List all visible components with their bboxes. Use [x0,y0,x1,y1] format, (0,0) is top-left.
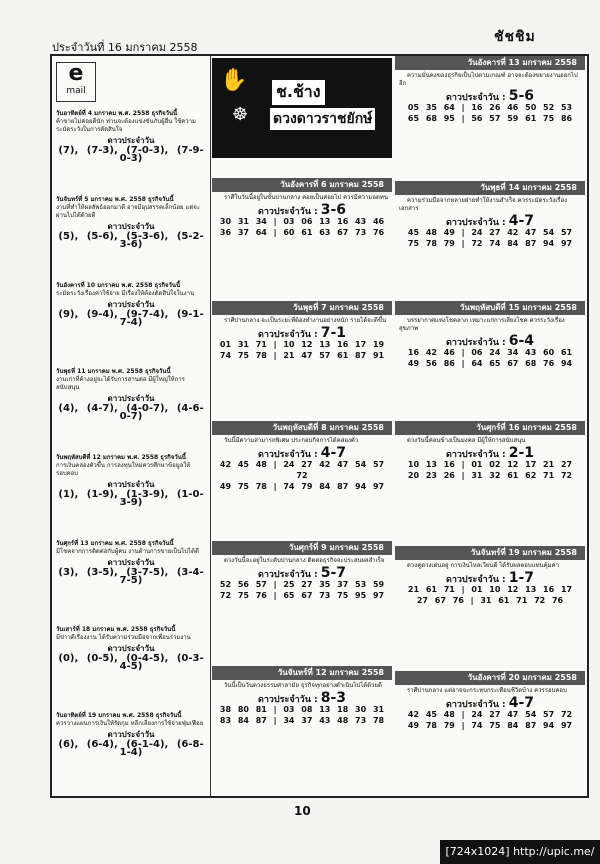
forecast-number-row: 27 67 76 | 31 61 71 72 76 [416,596,564,605]
left-entry-head: วันอังคารที่ 10 มกราคม พ.ศ. 2558 ธุรกิจวันนี้ [56,282,181,289]
left-entry-label: ดาวประจำวัน [107,136,155,145]
left-entry-label: ดาวประจำวัน [107,480,155,489]
forecast-label-text: ดาวประจำวัน : [445,338,509,348]
forecast-key-number: 8-3 [320,690,347,706]
left-entry [56,626,206,671]
forecast-number-row: 74 75 78 | 21 47 57 61 87 91 [219,351,385,360]
left-entry [56,540,206,585]
forecast-number-row: 20 23 26 | 31 32 61 62 71 72 [407,471,573,480]
forecast-text: วันนี้มีความสามารถพิเศษ ประกอบกิจการได้คล่องตัว [224,437,359,444]
magazine-logo: ชัชชิม [494,29,536,45]
left-entry-head: วันพฤหัสบดีที่ 12 มกราคม พ.ศ. 2558 ธุรกิจวันนี้ [56,454,186,461]
left-entry-label: ดาวประจำวัน [107,644,155,653]
forecast-number-row: 65 68 95 | 56 57 59 61 75 86 [407,114,573,123]
forecast-text: บรรยากาศแห่งโชคลาภ เหมาะแก่การเสี่ยงโชค ควรระวังเรื่องสุขภาพ [399,317,565,332]
left-entry-label: ดาวประจำวัน [107,558,155,567]
forecast-key-number: 5-6 [508,88,535,104]
hand-icon: ✋ [220,68,248,93]
left-entry-head: วันพุธที่ 11 มกราคม พ.ศ. 2558 ธุรกิจวันนี้ [56,368,171,375]
forecast-label [395,88,585,104]
forecast-key-number: 2-1 [508,445,535,461]
forecast-date-header: วันอังคารที่ 6 มกราคม 2558 [212,178,392,192]
forecast-number-row: 21 61 71 | 01 10 12 13 16 17 [407,585,573,594]
forecast-label [395,213,585,229]
forecast-label-text: ดาวประจำวัน : [257,570,321,580]
forecast-date-header: วันจันทร์ที่ 19 มกราคม 2558 [395,546,585,560]
forecast-number-row: 72 75 76 | 65 67 73 75 95 97 [219,591,385,600]
forecast-block [395,301,585,369]
forecast-block [212,421,392,492]
left-entry-numbers: (3), (3-5), (3-7-5), (3-4-7-5) [58,567,204,586]
forecast-date-header: วันอังคารที่ 13 มกราคม 2558 [395,56,585,70]
left-entry-numbers: (5), (5-6), (5-3-6), (5-2-3-6) [58,231,204,250]
left-entry-numbers: (7), (7-3), (7-0-3), (7-9-0-3) [58,145,204,164]
forecast-text: ดวงคู่ดวงเด่นอยู่ การเงินไหลเวียนดี ได้รับผลตอบแทนคุ้มค่า [407,562,559,569]
forecast-label-text: ดาวประจำวัน : [445,218,509,228]
left-entry-text: มีโชคจากการติดต่อกับผู้คน งานด้านการขายเป็นไปได้ดี [56,548,199,555]
forecast-label-text: ดาวประจำวัน : [257,695,321,705]
forecast-block [212,301,392,361]
forecast-label [212,565,392,581]
left-entry [56,454,206,507]
left-entry-text: ระมัดระวังเรื่องค่าใช้จ่าย มีเรื่องให้ต้องตัดสินใจในงาน [56,290,195,297]
left-entry-numbers: (0), (0-5), (0-4-5), (0-3-4-5) [58,653,204,672]
forecast-number-row: 30 31 34 | 03 06 13 16 43 46 [219,217,385,226]
forecast-number-row: 42 45 48 | 24 27 47 54 57 72 [407,710,573,719]
forecast-key-number: 4-7 [320,445,347,461]
forecast-number-row: 36 37 64 | 60 61 63 67 73 76 [219,228,385,237]
forecast-label-text: ดาวประจำวัน : [445,575,509,585]
left-entry-head: วันอาทิตย์ที่ 4 มกราคม พ.ศ. 2558 ธุรกิจวันนี้ [56,110,178,117]
forecast-number-row: 05 35 64 | 16 26 46 50 52 53 [407,103,573,112]
left-entry-head: วันจันทร์ที่ 5 มกราคม พ.ศ. 2558 ธุรกิจวันนี้ [56,196,174,203]
forecast-number-row: 16 42 46 | 06 24 34 43 60 61 [407,348,573,357]
forecast-label-text: ดาวประจำวัน : [445,450,509,460]
left-entry-head: วันอาทิตย์ที่ 19 มกราคม พ.ศ. 2558 ธุรกิจวันนี้ [56,712,182,719]
forecast-date-header: วันศุกร์ที่ 16 มกราคม 2558 [395,421,585,435]
forecast-label [395,570,585,586]
figure-icon: ☸ [232,104,249,125]
forecast-label-text: ดาวประจำวัน : [257,207,321,217]
left-entry-label: ดาวประจำวัน [107,730,155,739]
forecast-text: ราศีปานกลาง จะเป็นระยะที่ต้องทำงานอย่างหนัก รายได้จะดีขึ้น [224,317,387,324]
forecast-number-row: 38 80 81 | 03 08 13 18 30 31 [219,705,385,714]
forecast-number-row: 45 48 49 | 24 27 42 47 54 57 [407,228,573,237]
forecast-number-row: 42 45 48 | 24 27 42 47 54 57 72 [219,460,385,480]
forecast-number-row: 83 84 87 | 34 37 43 48 73 78 [219,716,385,725]
forecast-block [395,181,585,249]
forecast-key-number: 4-7 [508,213,535,229]
forecast-label [395,695,585,711]
forecast-block [212,541,392,601]
forecast-text: ราศีในวันนี้อยู่ในขั้นปานกลาง ค่อยเป็นค่อยไป ควรมีความอดทน [224,194,388,201]
forecast-date-header: วันศุกร์ที่ 9 มกราคม 2558 [212,541,392,555]
forecast-label [395,445,585,461]
forecast-date-header: วันอังคารที่ 20 มกราคม 2558 [395,671,585,685]
left-entry-text: งานเก่าที่ค้างอยู่จะได้รับการสานต่อ มีผู้ใหญ่ให้การสนับสนุน [56,376,185,391]
forecast-number-row: 49 75 78 | 74 79 84 87 94 97 [219,482,385,491]
page-number: 10 [294,804,311,818]
banner [212,58,392,158]
left-entry-text: ค้าขายไม่ค่อยดีนัก ท่านจะต้องแข่งขันกับผู้อื่น ใช้ความระมัดระวังในการตัดสินใจ [56,118,196,133]
forecast-label-text: ดาวประจำวัน : [257,330,321,340]
forecast-text: วันนี้เป็นวันดวงธรรมศาลามัย ธุรกิจทุกอย่างดำเนินไปได้ด้วยดี [224,682,382,689]
forecast-date-header: วันพฤหัสบดีที่ 15 มกราคม 2558 [395,301,585,315]
left-entry [56,712,206,757]
header-date: ประจำวันที่ 16 มกราคม 2558 [52,41,198,54]
left-entry-label: ดาวประจำวัน [107,394,155,403]
left-entry-text: มีข่าวดีเรื่องงาน ได้รับความร่วมมือจากเพื่อนร่วมงาน [56,634,191,641]
forecast-number-row: 49 56 86 | 64 65 67 68 76 94 [407,359,573,368]
left-column [52,56,211,796]
forecast-label [395,333,585,349]
left-entry-head: วันศุกร์ที่ 13 มกราคม พ.ศ. 2558 ธุรกิจวันนี้ [56,540,174,547]
left-entry-label: ดาวประจำวัน [107,300,155,309]
forecast-block [212,666,392,726]
forecast-block [395,421,585,481]
forecast-number-row: 75 78 79 | 72 74 84 87 94 97 [407,239,573,248]
left-entry [56,368,206,421]
forecast-label [212,325,392,341]
left-entry-numbers: (9), (9-4), (9-7-4), (9-1-7-4) [58,309,204,328]
left-entry-numbers: (6), (6-4), (6-1-4), (6-8-1-4) [58,739,204,758]
forecast-label-text: ดาวประจำวัน : [445,93,509,103]
left-entry [56,196,206,249]
email-logo: e mail [56,62,96,102]
forecast-date-header: วันพุธที่ 14 มกราคม 2558 [395,181,585,195]
banner-title: ช.ช้าง [272,80,325,105]
left-entry [56,282,206,327]
watermark: [724x1024] http://upic.me/ [440,840,600,864]
forecast-key-number: 1-7 [508,570,535,586]
forecast-key-number: 4-7 [508,695,535,711]
left-entry-numbers: (1), (1-9), (1-3-9), (1-0-3-9) [58,489,204,508]
left-entry [56,110,206,163]
forecast-block [395,671,585,731]
forecast-date-header: วันพุธที่ 7 มกราคม 2558 [212,301,392,315]
left-entry-text: ควรวางแผนการเงินให้รัดกุม หลีกเลี่ยงการใช้จ่ายฟุ่มเฟือย [56,720,204,727]
forecast-key-number: 7-1 [320,325,347,341]
forecast-block [395,546,585,606]
forecast-number-row: 10 13 16 | 01 02 12 17 21 27 [407,460,573,469]
forecast-text: ราศีปานกลาง แต่อาจจะกระทบกระเทือนชีวิตบ้าง ควรรอบคอบ [407,687,567,694]
left-entry-text: การเงินคล่องตัวขึ้น การลงทุนใหม่ควรศึกษาข้อมูลให้รอบคอบ [56,462,191,477]
forecast-key-number: 6-4 [508,333,535,349]
left-entry-numbers: (4), (4-7), (4-0-7), (4-6-0-7) [58,403,204,422]
forecast-label [212,202,392,218]
forecast-text: ความร่วมมือจากหลายฝ่ายทำให้งานสำเร็จ ควรระมัดระวังเรื่องเอกสาร [399,197,568,212]
banner-subtitle: ดวงดาวราชยักษ์ [268,106,377,132]
forecast-label [212,445,392,461]
forecast-label-text: ดาวประจำวัน : [445,700,509,710]
forecast-date-header: วันจันทร์ที่ 12 มกราคม 2558 [212,666,392,680]
forecast-block [212,178,392,238]
left-entry-text: งานที่ทำให้ผลลัพธ์ออกมาดี อาจมีอุปสรรคเล็กน้อย แต่จะผ่านไปได้ด้วยดี [56,204,200,219]
left-entry-head: วันเสาร์ที่ 18 มกราคม พ.ศ. 2558 ธุรกิจวันนี้ [56,626,176,633]
forecast-number-row: 01 31 71 | 10 12 13 16 17 19 [219,340,385,349]
forecast-label-text: ดาวประจำวัน : [257,450,321,460]
forecast-number-row: 52 56 57 | 25 27 35 37 53 59 [219,580,385,589]
forecast-date-header: วันพฤหัสบดีที่ 8 มกราคม 2558 [212,421,392,435]
forecast-text: ความมั่นคงของธุรกิจเป็นไปตามเกณฑ์ อาจจะต้องขยายงานออกไปอีก [399,72,578,87]
forecast-label [212,690,392,706]
forecast-number-row: 49 78 79 | 74 75 84 87 94 97 [407,721,573,730]
content-frame [50,54,589,798]
forecast-block [395,56,585,124]
forecast-key-number: 3-6 [320,202,347,218]
forecast-text: ดวงวันนี้จะอยู่ในระดับปานกลาง ติดต่อธุรกิจจะประสบผลสำเร็จ [224,557,385,564]
forecast-key-number: 5-7 [320,565,347,581]
forecast-text: ดวงวันนี้ค่อนข้างเป็นมงคล มีผู้ให้การสนับสนุน [407,437,526,444]
left-entry-label: ดาวประจำวัน [107,222,155,231]
